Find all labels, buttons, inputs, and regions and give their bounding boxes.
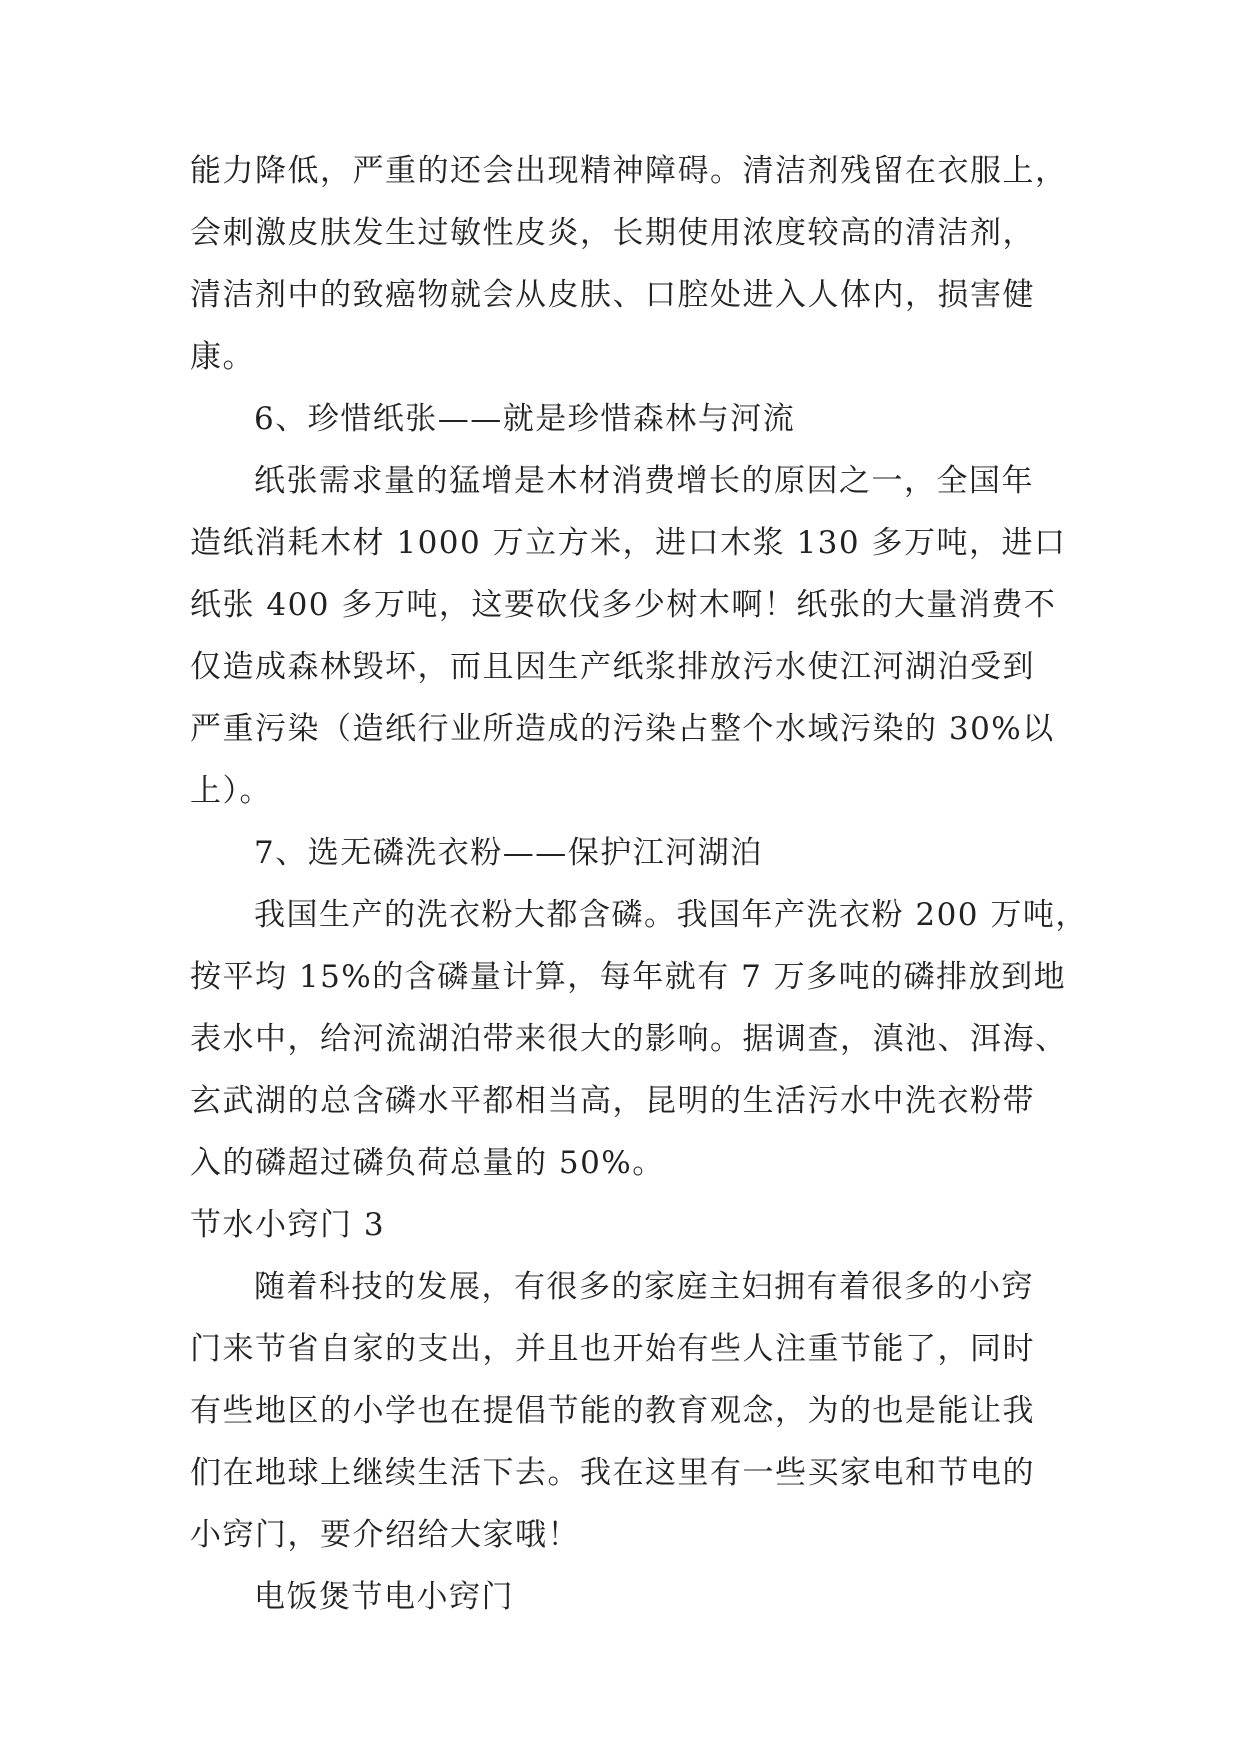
paragraph-line: 仅造成森林毁坏，而且因生产纸浆排放污水使江河湖泊受到 [190,649,1035,685]
paragraph-line: 会刺激皮肤发生过敏性皮炎，长期使用浓度较高的清洁剂， [190,215,1035,251]
paragraph-line: 小窍门，要介绍给大家哦！ [190,1517,580,1553]
paragraph-line: 按平均 15%的含磷量计算，每年就有 7 万多吨的磷排放到地 [190,959,1067,995]
paragraph-line: 有些地区的小学也在提倡节能的教育观念，为的也是能让我 [190,1393,1035,1429]
paragraph-line: 造纸消耗木材 1000 万立方米，进口木浆 130 多万吨，进口 [190,525,1067,561]
section-heading: 6、珍惜纸张——就是珍惜森林与河流 [254,401,796,437]
paragraph-line: 纸张 400 多万吨，这要砍伐多少树木啊！纸张的大量消费不 [190,587,1057,623]
paragraph-line: 康。 [190,339,255,375]
paragraph-line: 玄武湖的总含磷水平都相当高，昆明的生活污水中洗衣粉带 [190,1083,1035,1119]
paragraph-line: 表水中，给河流湖泊带来很大的影响。据调查，滇池、洱海、 [190,1021,1068,1057]
paragraph-line: 严重污染（造纸行业所造成的污染占整个水域污染的 30%以 [190,711,1055,747]
paragraph-line: 我国生产的洗衣粉大都含磷。我国年产洗衣粉 200 万吨， [254,897,1088,933]
paragraph-line: 能力降低，严重的还会出现精神障碍。清洁剂残留在衣服上， [190,153,1068,189]
paragraph-line: 上）。 [190,773,272,809]
paragraph-line: 门来节省自家的支出，并且也开始有些人注重节能了，同时 [190,1331,1035,1367]
section-heading: 7、选无磷洗衣粉——保护江河湖泊 [254,835,763,871]
section-heading: 电饭煲节电小窍门 [254,1579,514,1615]
paragraph-line: 们在地球上继续生活下去。我在这里有一些买家电和节电的 [190,1455,1035,1491]
paragraph-line: 清洁剂中的致癌物就会从皮肤、口腔处进入人体内，损害健 [190,277,1035,313]
paragraph-line: 随着科技的发展，有很多的家庭主妇拥有着很多的小窍 [254,1269,1034,1305]
section-title: 节水小窍门 3 [190,1207,386,1243]
paragraph-line: 入的磷超过磷负荷总量的 50%。 [190,1145,665,1181]
paragraph-line: 纸张需求量的猛增是木材消费增长的原因之一，全国年 [254,463,1034,499]
